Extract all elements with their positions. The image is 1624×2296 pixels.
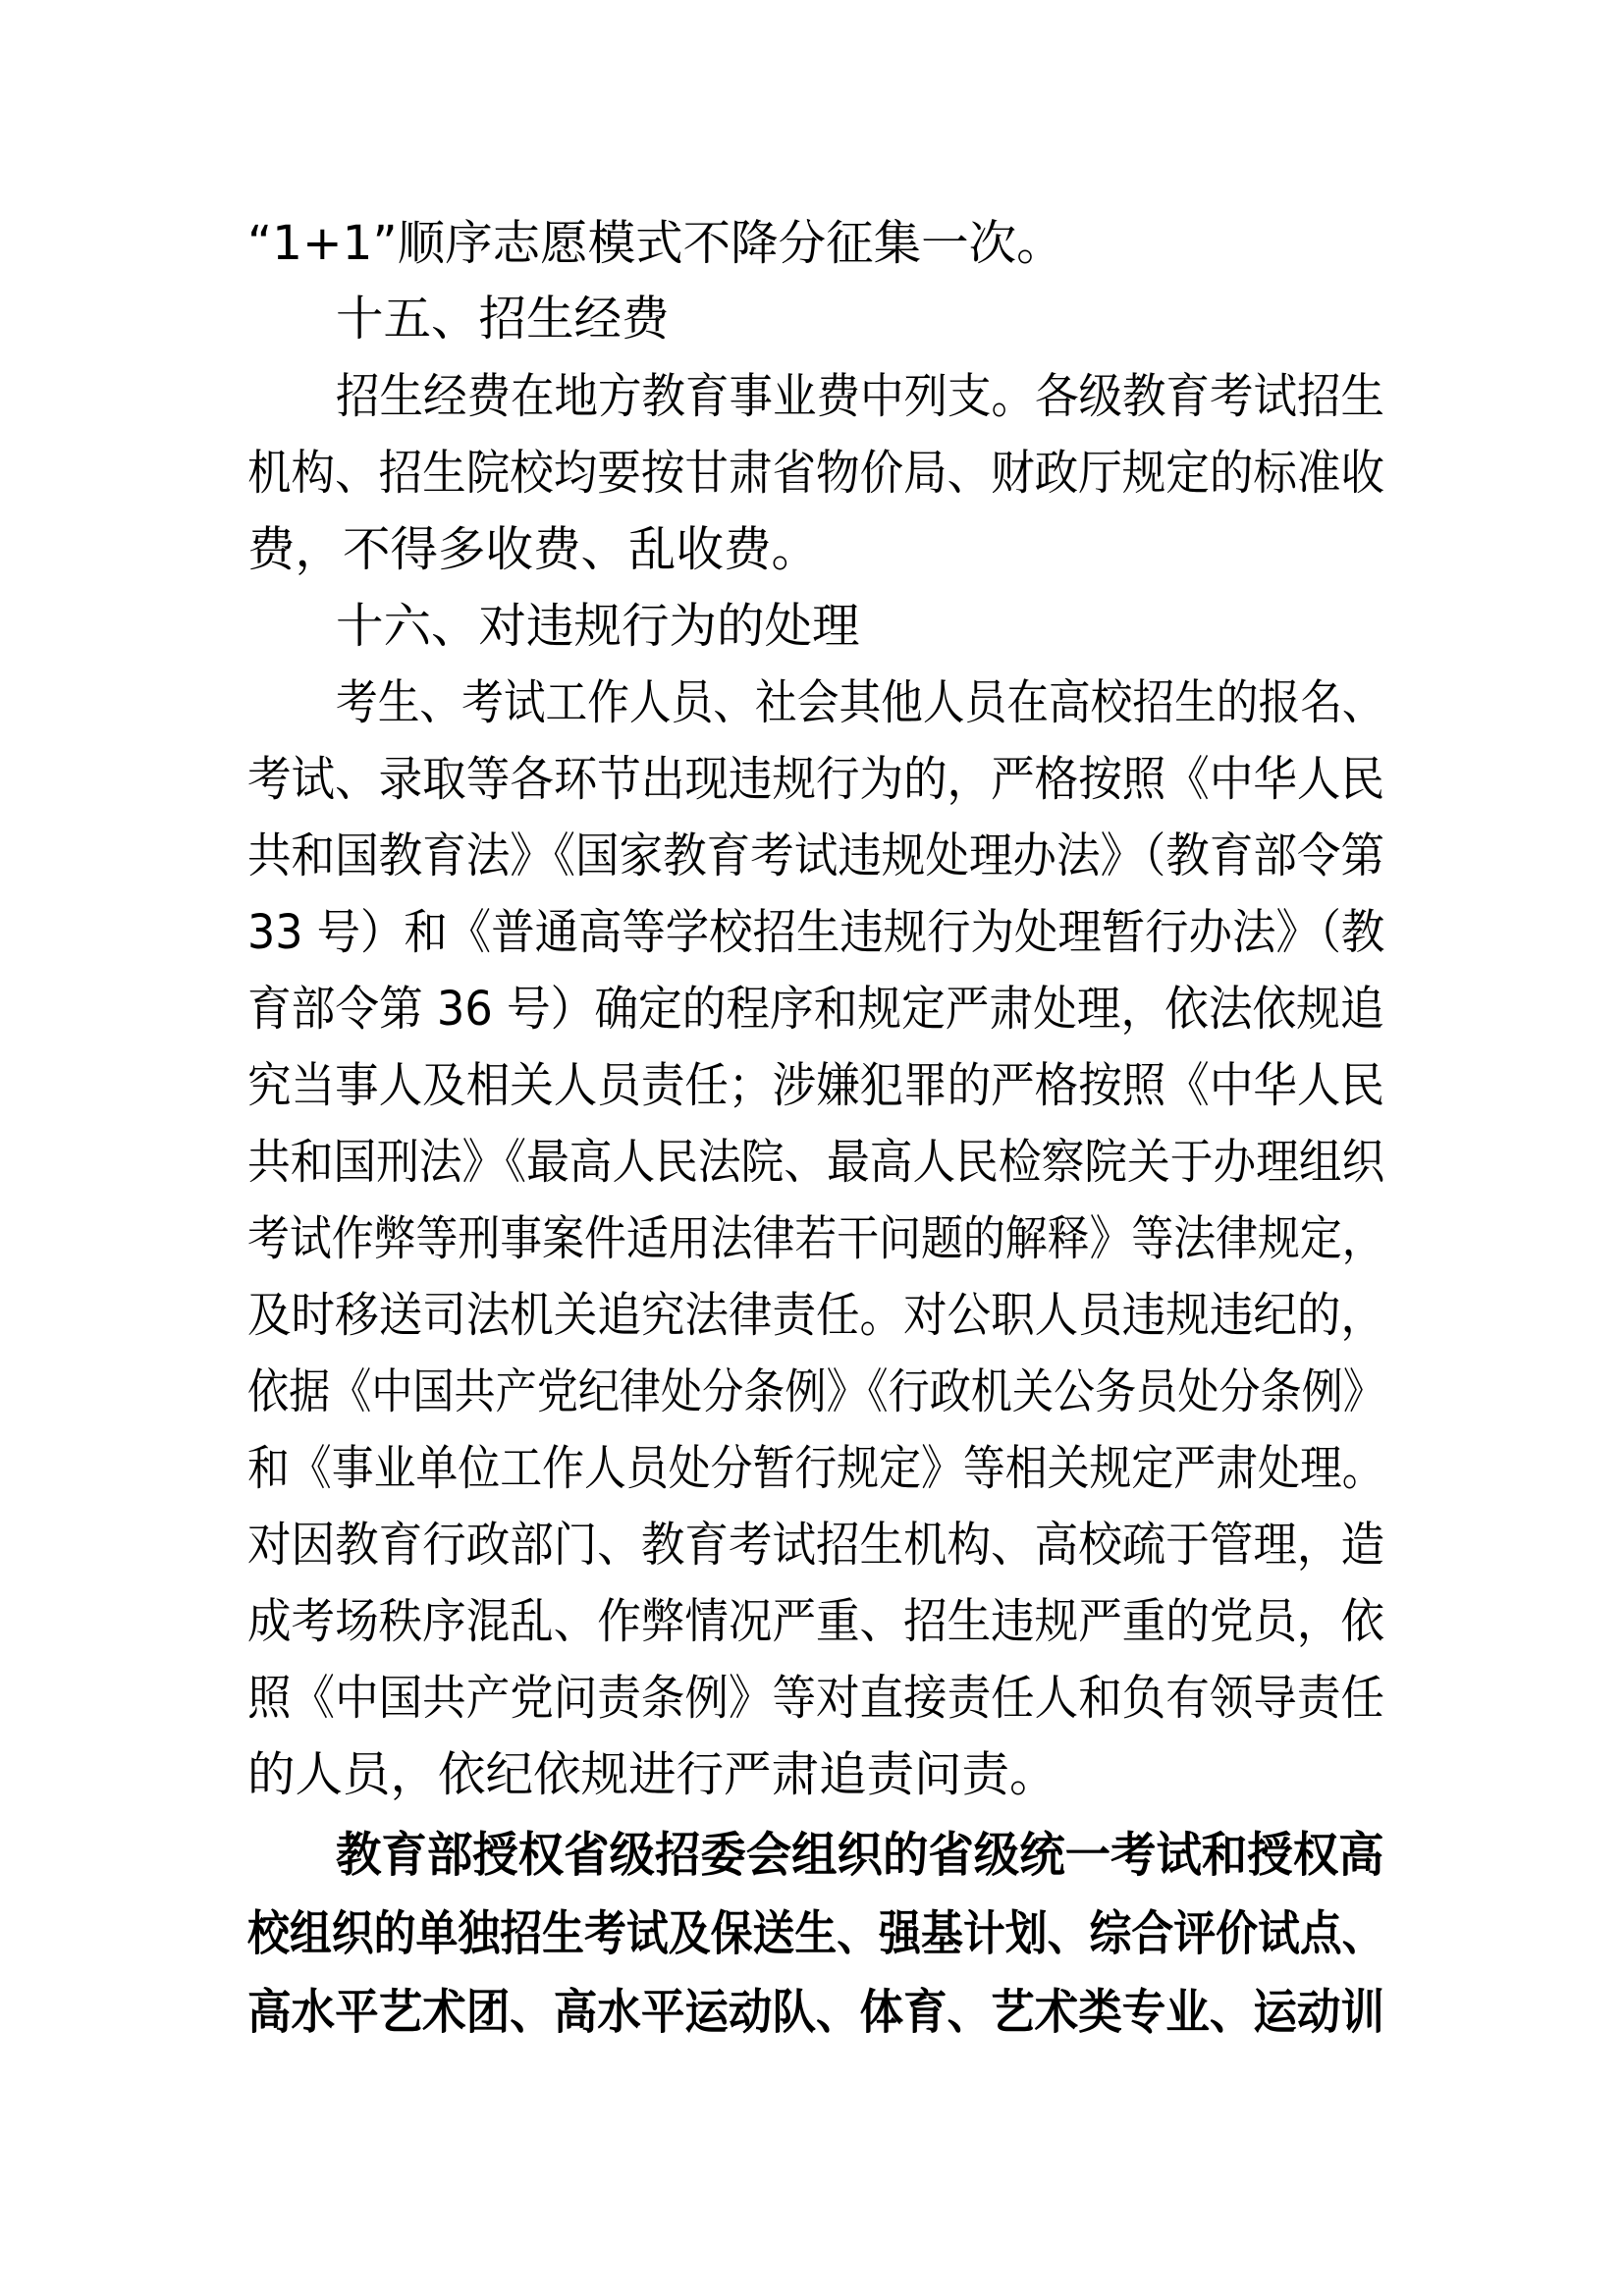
text-line: 究当事人及相关人员责任；涉嫌犯罪的严格按照《中华人民 [247, 1058, 1384, 1113]
text-line: 成考场秩序混乱、作弊情况严重、招生违规严重的党员，依 [247, 1594, 1384, 1649]
text-line: 育部令第 36 号）确定的程序和规定严肃处理，依法依规追 [247, 982, 1384, 1037]
text-line: 考试、录取等各环节出现违规行为的，严格按照《中华人民 [247, 752, 1384, 807]
text-line: 招生经费在地方教育事业费中列支。各级教育考试招生 [336, 369, 1384, 424]
bold-text-line: 教育部授权省级招委会组织的省级统一考试和授权高 [336, 1828, 1384, 1883]
bold-text-line: 校组织的单独招生考试及保送生、强基计划、综合评价试点、 [247, 1906, 1384, 1961]
text-line: 机构、招生院校均要按甘肃省物价局、财政厅规定的标准收 [247, 446, 1384, 501]
section-heading-16: 十六、对违规行为的处理 [336, 599, 860, 654]
text-line: 考试作弊等刑事案件适用法律若干问题的解释》等法律规定， [247, 1211, 1384, 1266]
text-line: 考生、考试工作人员、社会其他人员在高校招生的报名、 [336, 675, 1384, 730]
bold-text-line: 高水平艺术团、高水平运动队、体育、艺术类专业、运动训 [247, 1985, 1384, 2040]
text-line: 及时移送司法机关追究法律责任。对公职人员违规违纪的， [247, 1288, 1384, 1343]
text-line: “1+1”顺序志愿模式不降分征集一次。 [247, 216, 1064, 271]
section-heading-15: 十五、招生经费 [336, 292, 670, 347]
text-line: 依据《中国共产党纪律处分条例》《行政机关公务员处分条例》 [247, 1364, 1384, 1419]
text-line: 的人员，依纪依规进行严肃追责问责。 [247, 1747, 1057, 1802]
text-line: 共和国教育法》《国家教育考试违规处理办法》（教育部令第 [247, 828, 1384, 883]
text-line: 费，不得多收费、乱收费。 [247, 522, 820, 577]
text-line: 和《事业单位工作人员处分暂行规定》等相关规定严肃处理。 [247, 1441, 1384, 1496]
text-line: 照《中国共产党问责条例》等对直接责任人和负有领导责任 [247, 1671, 1384, 1726]
text-line: 33 号）和《普通高等学校招生违规行为处理暂行办法》（教 [247, 905, 1385, 960]
text-line: 共和国刑法》《最高人民法院、最高人民检察院关于办理组织 [247, 1135, 1385, 1190]
text-line: 对因教育行政部门、教育考试招生机构、高校疏于管理，造 [247, 1518, 1384, 1573]
